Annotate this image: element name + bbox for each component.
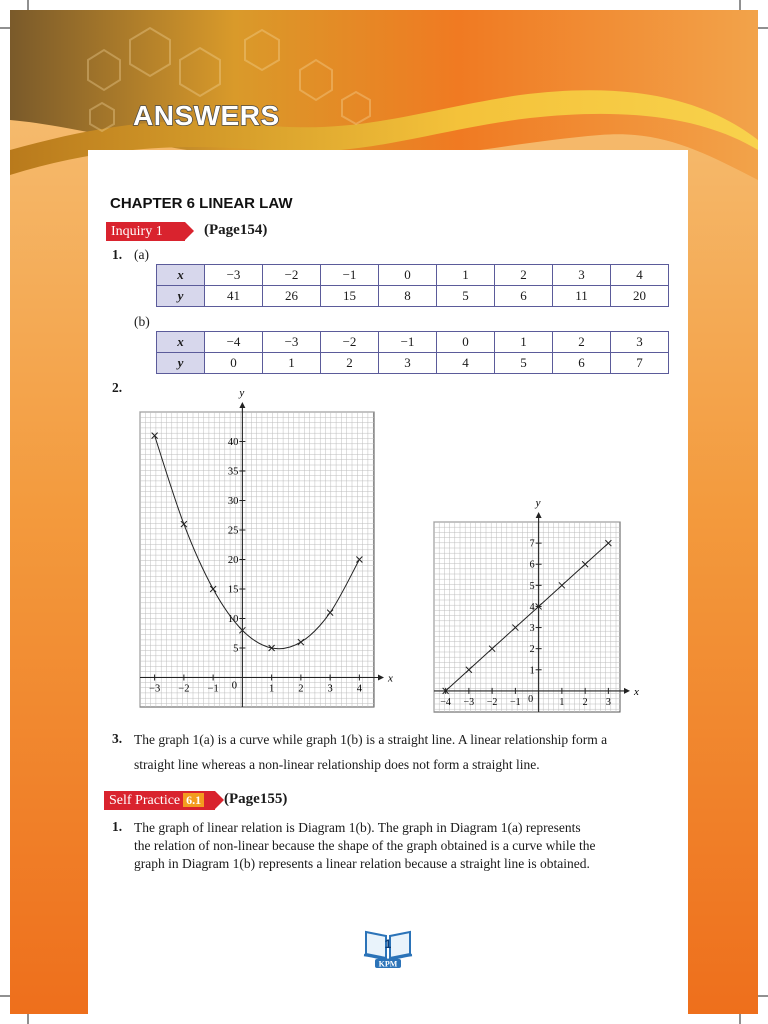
x-tick-label: −2 [486, 696, 498, 708]
table-cell: 5 [437, 286, 495, 307]
y-tick-label: 7 [529, 538, 535, 550]
answer-line: graph in Diagram 1(b) represents a linear relation because a straight line is obtained. [134, 856, 590, 871]
table-cell: 4 [437, 353, 495, 374]
x-axis-label: x [388, 672, 393, 685]
answer-line: The graph 1(a) is a curve while graph 1(b) is a straight line. A linear relationship form a [134, 732, 608, 747]
table-cell: 2 [495, 265, 553, 286]
table-cell: 11 [553, 286, 611, 307]
self-practice-tag [104, 791, 215, 810]
x-tick-label: 2 [298, 683, 304, 695]
table-cell: −4 [205, 332, 263, 353]
question-number: 1. [112, 819, 123, 834]
x-tick-label: −3 [463, 696, 475, 708]
answer-text [134, 731, 694, 774]
x-axis-arrow [378, 675, 384, 681]
header-cell: y [157, 353, 205, 374]
self-practice-label: Self Practice [109, 793, 181, 808]
answer-line: the relation of non-linear because the shape of the graph obtained is a curve while the [134, 838, 596, 853]
table-cell: 0 [437, 332, 495, 353]
self-practice-number: 6.1 [183, 793, 204, 807]
table-cell: 26 [263, 286, 321, 307]
header-cell: y [157, 286, 205, 307]
table-row [157, 332, 669, 353]
x-tick-label: 0 [528, 693, 534, 705]
table-cell: 6 [495, 286, 553, 307]
y-tick-label: 4 [529, 601, 535, 613]
table-cell: 15 [321, 286, 379, 307]
y-axis-arrow [536, 512, 542, 518]
question-number: 1. [112, 247, 123, 262]
y-tick-label: 35 [227, 466, 239, 478]
table-cell: 3 [379, 353, 437, 374]
header-cell: x [157, 332, 205, 353]
page-number: 1 [384, 937, 392, 951]
table-cell: 1 [437, 265, 495, 286]
table-cell: −3 [263, 332, 321, 353]
x-axis-label: x [634, 685, 639, 698]
x-tick-label: 4 [356, 683, 362, 695]
y-tick-label: 20 [227, 555, 239, 566]
table-cell: 6 [553, 353, 611, 374]
table-cell: 4 [611, 265, 669, 286]
self-practice-page-ref: (Page155) [224, 791, 288, 807]
graph-straight-line [430, 497, 639, 716]
x-tick-label: 0 [231, 680, 237, 692]
chapter-heading: CHAPTER 6 LINEAR LAW [110, 195, 293, 212]
table-cell: 0 [379, 265, 437, 286]
table-cell: 1 [263, 353, 321, 374]
header-cell: x [157, 265, 205, 286]
x-tick-label: −3 [149, 683, 161, 695]
table-cell: 2 [321, 353, 379, 374]
y-tick-label: 10 [227, 614, 239, 625]
x-tick-label: 2 [582, 696, 588, 708]
table-cell: 0 [205, 353, 263, 374]
table-cell: 3 [553, 265, 611, 286]
table-cell: −2 [263, 265, 321, 286]
x-tick-label: 3 [327, 683, 333, 695]
y-tick-label: 40 [227, 437, 239, 448]
table-cell: 20 [611, 286, 669, 307]
inquiry-tag [106, 222, 185, 241]
y-tick-label: 25 [227, 525, 239, 537]
answer-line: The graph of linear relation is Diagram 1(b). The graph in Diagram 1(a) represents [134, 820, 581, 835]
y-tick-label: 30 [227, 496, 239, 507]
x-tick-label: −1 [510, 696, 521, 708]
table-cell: 3 [611, 332, 669, 353]
table-cell: 8 [379, 286, 437, 307]
answer-line: straight line whereas a non-linear relationship does not form a straight line. [134, 757, 540, 772]
x-tick-label: 3 [605, 696, 611, 708]
page-title: ANSWERS [133, 100, 280, 131]
x-axis-arrow [624, 688, 630, 694]
grid-frame [140, 412, 374, 707]
y-tick-label: 5 [529, 580, 535, 592]
y-axis-label: y [239, 387, 245, 399]
table-cell: −3 [205, 265, 263, 286]
y-axis-label: y [535, 497, 541, 509]
table-cell: 7 [611, 353, 669, 374]
x-tick-label: 1 [559, 696, 565, 708]
table-cell: 5 [495, 353, 553, 374]
table-cell: −1 [379, 332, 437, 353]
table-row [157, 265, 669, 286]
y-tick-label: 2 [529, 644, 535, 656]
x-tick-label: −4 [440, 696, 451, 708]
table-cell: 41 [205, 286, 263, 307]
y-axis-arrow [239, 402, 245, 408]
table-cell: 2 [553, 332, 611, 353]
y-tick-label: 3 [529, 623, 535, 635]
x-tick-label: −2 [178, 683, 190, 695]
question-number: 2. [112, 380, 123, 395]
part-label: (b) [134, 314, 150, 329]
table-a [156, 264, 669, 307]
table-b [156, 331, 669, 374]
table-cell: −1 [321, 265, 379, 286]
table-row [157, 286, 669, 307]
publisher-label: KPM [378, 959, 398, 969]
question-number: 3. [112, 731, 123, 746]
kpm-book-icon [362, 924, 414, 968]
x-tick-label: −1 [207, 683, 219, 695]
x-tick-label: 1 [269, 683, 275, 695]
y-tick-label: 1 [529, 665, 535, 677]
table-cell: 1 [495, 332, 553, 353]
y-tick-label: 15 [227, 584, 239, 596]
y-tick-label: 5 [233, 643, 239, 655]
answer-text [134, 819, 664, 873]
table-row [157, 353, 669, 374]
inquiry-tag-label: Inquiry 1 [111, 224, 163, 239]
y-tick-label: 6 [529, 559, 535, 571]
table-cell: −2 [321, 332, 379, 353]
inquiry-page-ref: (Page154) [204, 222, 268, 238]
graph-curve [134, 387, 393, 710]
part-label: (a) [134, 247, 149, 262]
